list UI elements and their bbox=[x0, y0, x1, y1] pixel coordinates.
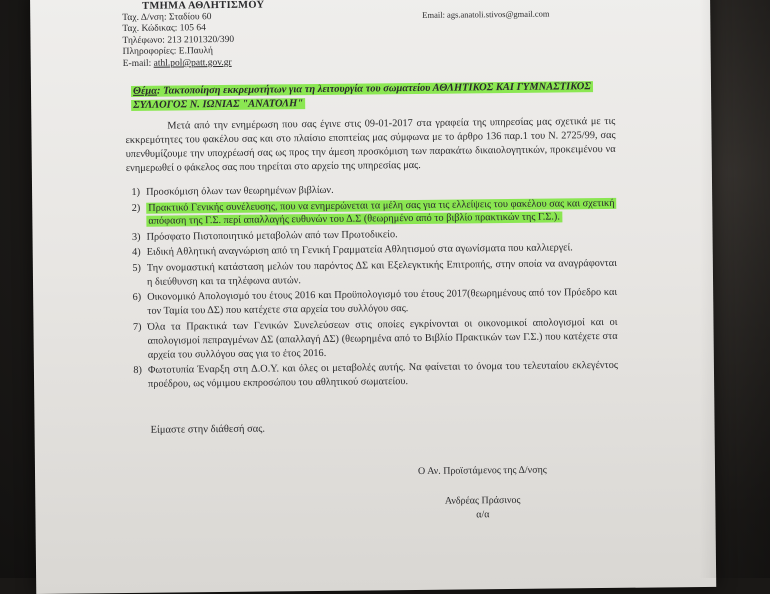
list-item-text: Οικονομικό Απολογισμό του έτους 2016 και Προϋπολογισμό του έτους 2017(θεωρημένους από τον Πρόεδρο και τον Ταμία του ΔΣ) που κατέχετε στα αρχεία του συλλόγου σας. bbox=[147, 287, 618, 318]
subject-label: Θέμα bbox=[132, 85, 158, 97]
postal-code: Ταχ. Κώδικας: 105 64 bbox=[122, 23, 206, 35]
list-item-number: 5) bbox=[132, 262, 141, 274]
highlight-marker: Πρακτικό Γενικής συνέλευσης, που να ενημερώνεται τα μέλη σας για τις ελλείψεις του φακέλου σας και σχετική απόφαση της Γ.Σ. περί απαλλαγής ευθυνών του Δ.Σ (θεωρημένο από το βιβλίο πρακτικών της Γ.Σ.). bbox=[148, 197, 615, 228]
list-item-number: 3) bbox=[131, 231, 141, 243]
list-item-number: 2) bbox=[131, 202, 141, 214]
list-item-number: 1) bbox=[131, 186, 141, 198]
phone-number: Τηλέφωνο: 213 2101320/390 bbox=[122, 34, 235, 46]
sender-header bbox=[122, 0, 265, 71]
signer-name: Ανδρέας Πράσινος bbox=[444, 494, 521, 507]
closing-line: Είμαστε στην διάθεσή σας. bbox=[150, 423, 266, 436]
email-label: E-mail: bbox=[122, 58, 152, 70]
list-item-text: Πρόσφατο Πιστοποιητικό μεταβολών από των Πρωτοδικείο. bbox=[146, 229, 398, 243]
postal-address: Ταχ. Δ/νση: Σταδίου 60 bbox=[122, 11, 212, 23]
list-item-number: 6) bbox=[132, 292, 142, 304]
list-item bbox=[117, 257, 617, 290]
subject-line bbox=[131, 80, 613, 113]
list-item-number: 8) bbox=[133, 364, 143, 376]
signer-suffix: α/α bbox=[476, 509, 490, 521]
department-name: ΤΜΗΜΑ ΑΘΛΗΤΙΣΜΟΥ bbox=[142, 0, 265, 12]
intro-paragraph: Μετά από την ενημέρωση που σας έγινε στις 09-01-2017 στα γραφεία της υπηρεσίας μας σχετικά με τις εκκρεμότητες του φακέλου σας και στο πλαίσιο εποπτείας μας σύμφωνα με το άρθρο 136 παρ.1 του Ν. 2725/99, σας υπενθυμίζουμε την υποχρέωσή σας ως προς την άμεση προσκόμιση των παρακάτω δικαιολογητικών, προκειμένου να ενημερωθεί ο φάκελος σας που τηρείται στο αρχείο της υπηρεσίας μας. bbox=[125, 115, 616, 174]
list-item-number: 4) bbox=[132, 247, 141, 259]
requirements-list bbox=[116, 181, 618, 394]
signature-block bbox=[418, 464, 547, 523]
list-item-text: Την ονομαστική κατάσταση μελών του παρόντος ΔΣ και Εξελεγκτικής Επιτροπής, στην οποία να αναγράφονται η διεύθυνση και τα τηλέφωνα αυτών. bbox=[146, 257, 617, 288]
list-item bbox=[118, 359, 618, 392]
email-line bbox=[123, 58, 265, 71]
document-page bbox=[30, 0, 716, 594]
signer-title: Ο Αν. Προϊστάμενος της Δ/νσης bbox=[417, 464, 547, 477]
contact-person: Πληροφορίες: Ε.Παυλή bbox=[122, 46, 214, 58]
list-item-text: Φωτοτυπία Έναρξη στη Δ.Ο.Υ. και όλες οι μεταβολές αυτής. Να φαίνεται το όνομα του τελευταίου εκλεγέντος προέδρου, ως νόμιμου εκπροσώπου του αθλητικού σωματείου. bbox=[147, 359, 618, 390]
subject-text: : Τακτοποίηση εκκρεμοτήτων για τη λειτουργία του σωματείου ΑΘΛΗΤΙΚΟΣ ΚΑΙ ΓΥΜΝΑΣΤΙΚΟΣ ΣΥΛΛΟΓΟΣ Ν. ΙΩΝΙΑΣ "ΑΝΑΤΟΛΗ" bbox=[133, 81, 591, 111]
list-item-text bbox=[146, 196, 616, 229]
list-item-text: Όλα τα Πρακτικά των Γενικών Συνελεύσεων στις οποίες εγκρίνονται οι οικονομικοί απολογισμοί και οι απολογισμοί πεπραγμένων ΔΣ (απαλλαγή ΔΣ) (θεωρημένα από το Βιβλίο Πρακτικών των Γ.Σ.) που κατέχετε στα αρχεία του συλλόγου σας για το έτος 2016. bbox=[147, 316, 618, 361]
highlight-marker bbox=[131, 81, 593, 111]
list-item bbox=[117, 316, 617, 363]
email-link[interactable]: athl.pol@patt.gov.gr bbox=[153, 57, 232, 69]
list-item-number: 7) bbox=[132, 321, 142, 333]
recipient-email: Email: ags.anatoli.stivos@gmail.com bbox=[422, 8, 550, 20]
list-item bbox=[117, 286, 617, 319]
list-item-text: Ειδική Αθλητική αναγνώριση από τη Γενική Γραμματεία Αθλητισμού στα αγωνίσματα που καλλιεργεί. bbox=[146, 242, 573, 259]
list-item bbox=[116, 196, 616, 229]
list-item-text: Προσκόμιση όλων των θεωρημένων βιβλίων. bbox=[146, 184, 334, 198]
